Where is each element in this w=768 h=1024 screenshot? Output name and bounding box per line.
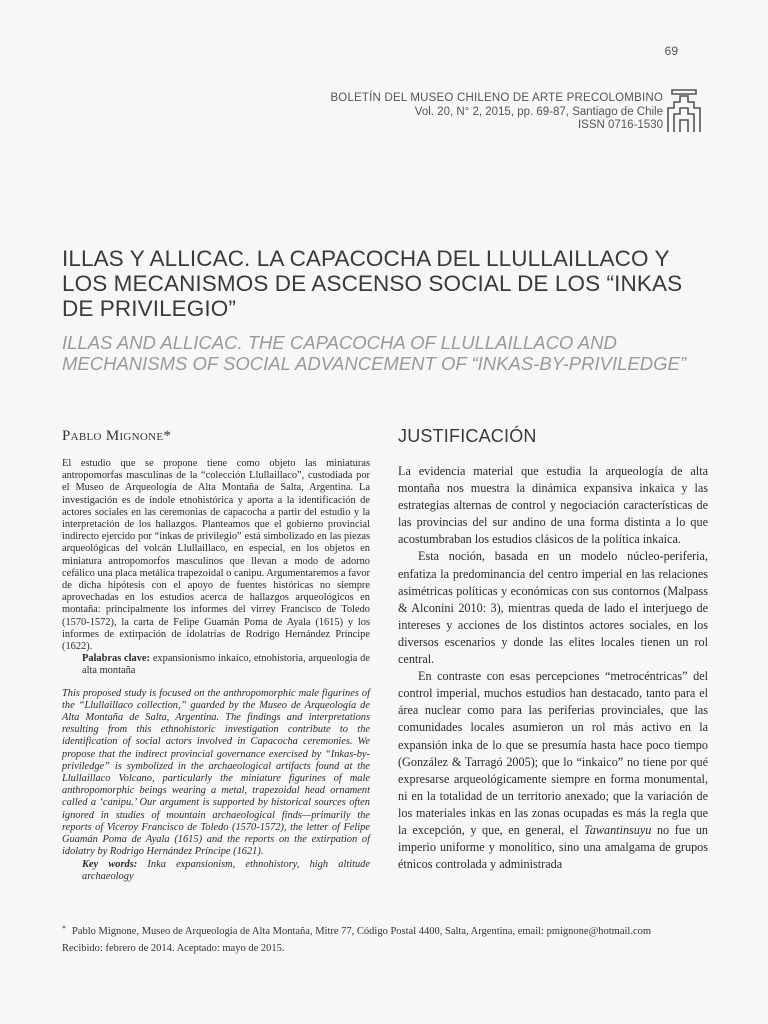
- body-paragraph-3: [398, 668, 708, 873]
- body-paragraph-1: La evidencia material que estudia la arqueología de alta montaña nos muestra la dinámica expansiva inkaica y las estrategias alternas de control y negociación características de las provincias del sur andino de una forma distinta a lo que acostumbraban los estudios clásicos de la política inkaica.: [398, 464, 708, 547]
- footnote-author-text: Pablo Mignone, Museo de Arqueología de Alta Montaña, Mitre 77, Código Postal 4400, Salta, Argentina, email: pmignone@hotmail.com: [72, 926, 652, 937]
- author-name: Pablo Mignone*: [62, 428, 172, 444]
- paragraph-3-text-before: En contraste con esas percepciones “metrocéntricas” del control imperial, muchos estudios han destacado, tanto para el área nuclear como para las periferias provinciales, que las comunidades locales asumieron un rol más activo en la expansión inka de lo que se presumía hasta hace poco tiempo (González & Tarragó 2005); que lo “inkaico” no tiene por qué expresarse arqueológicamente siempre en forma monumental, ni en la totalidad de un territorio anexado; que la variación de los materiales inkas en las zonas ocupadas es más la regla que la excepción, y que, en general, el: [398, 669, 708, 837]
- footnote-dates: Recibido: febrero de 2014. Aceptado: mayo de 2015.: [62, 943, 285, 954]
- keywords-label: Palabras clave:: [82, 653, 151, 665]
- footnote: [62, 920, 712, 957]
- journal-issue: Vol. 20, N° 2, 2015, pp. 69-87, Santiago de Chile: [414, 105, 663, 118]
- footnote-mark: *: [62, 924, 66, 933]
- keywords-english-label: Key words:: [82, 858, 138, 870]
- paragraph-3-text-after: no fue un imperio uniforme y monolítico, sino una amalgama de grupos étnicos controlada y administrada: [398, 822, 709, 872]
- footnote-author: [62, 920, 712, 940]
- article-title: ILLAS Y ALLICAC. LA CAPACOCHA DEL LLULLAILLACO Y LOS MECANISMOS DE ASCENSO SOCIAL DE LOS “INKAS DE PRIVILEGIO”: [62, 246, 683, 321]
- article-title-english: ILLAS AND ALLICAC. THE CAPACOCHA OF LLULLAILLACO AND MECHANISMS OF SOCIAL ADVANCEMENT OF “INKAS-BY-PRIVILEDGE”: [62, 332, 686, 374]
- page-number: 69: [664, 44, 678, 58]
- section-heading: JUSTIFICACIÓN: [398, 426, 537, 446]
- abstract-english: This proposed study is focused on the anthropomorphic male figurines of the “Llullaillaco collection,” guarded by the Museo de Arqueología de Alta Montaña de Salta, Argentina. The findings and interpretations resulting from this ethnohistoric investigation contribute to the identification of social actors involved in Capacocha ceremonies. We propose that the indirect provincial governance exercised by “Inkas-by-priviledge” is symbolized in the archaeological artifacts found at the Llullaillaco Volcano, particularly the miniature figurines of male anthropomorphic beings wearing a metal, trapezoidal head ornament called a ‘canipu.’ Our argument is supported by historical sources often ignored in studies of mountain archaeological finds—primarily the reports of Viceroy Francisco de Toledo (1570-1572), the letter of Felipe Guamán Poma de Ayala (1615) and the reports on the extirpation of idolatry by Rodrigo Hernández Príncipe (1621).: [62, 687, 370, 858]
- journal-name: BOLETÍN DEL MUSEO CHILENO DE ARTE PRECOLOMBINO: [330, 92, 663, 104]
- journal-header: [330, 92, 663, 133]
- keywords-english: [62, 859, 370, 883]
- keywords-text: expansionismo inkaico, etnohistoria, arqueología de alta montaña: [82, 653, 370, 677]
- journal-issn: ISSN 0716-1530: [577, 119, 663, 131]
- abstract-column: [62, 458, 370, 883]
- keywords-spanish: [62, 653, 370, 677]
- abstract-spanish: El estudio que se propone tiene como objeto las miniaturas antropomorfas masculinas de la “colección Llullaillaco”, custodiada por el Museo de Arqueología de Alta Montaña de Salta, Argentina. La investigación es de índole etnohistórica y aporta a la identificación de actores sociales en las ceremonias de capacocha a partir del estudio y la interpretación de los hallazgos. Planteamos que el gobierno provincial indirecto ejercido por “inkas de privilegio” está simbolizado en las piezas arqueológicas del volcán Llullaillaco, en especial, en los objetos en miniatura antropomorfos masculinos que llevan a modo de adorno cefálico una placa metálica trapezoidal o canipu. Argumentaremos a favor de dicha hipótesis con el apoyo de fuentes históricas no siempre aprovechadas en los estudios acerca de hallazgos arqueológicos en montaña: principalmente los informes del virrey Francisco de Toledo (1570-1572), la carta de Felipe Guamán Poma de Ayala (1615) y los informes de extirpación de idolatrías de Rodrigo Hernández Príncipe (1622).: [62, 458, 370, 653]
- body-paragraph-2: Esta noción, basada en un modelo núcleo-periferia, enfatiza la predominancia del centro imperial en las relaciones asimétricas políticas y económicas con sus contornos (Malpass & Alconini 2010: 3), mientras queda de lado el interjuego de intereses y acciones de los distintos actores sociales, en los diversos escenarios y donde las elites locales tienen un rol central.: [398, 549, 708, 667]
- body-column: [398, 463, 708, 873]
- keywords-english-text: Inka expansionism, ethnohistory, high altitude archaeology: [82, 858, 370, 882]
- paragraph-3-italic-term: Tawantinsuyu: [584, 822, 652, 837]
- museum-logo-icon: [664, 88, 704, 134]
